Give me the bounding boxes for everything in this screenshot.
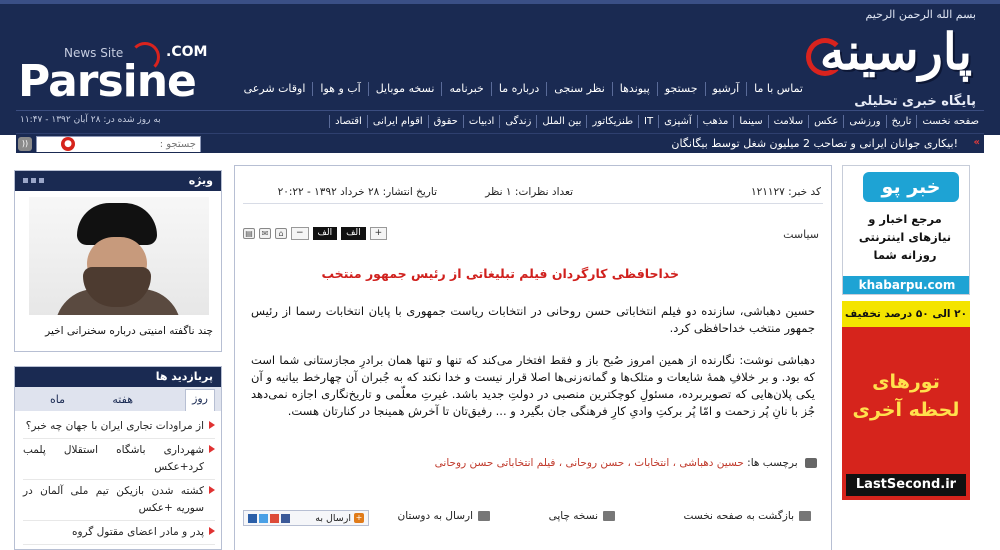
nav-prayer-times[interactable]: اوقات شرعی [243, 82, 306, 95]
featured-photo[interactable] [29, 197, 209, 315]
rss-icon[interactable]: )) [18, 137, 32, 151]
featured-title: ویژه [188, 174, 213, 187]
featured-box [14, 170, 222, 352]
cat-health[interactable]: سلامت [768, 115, 809, 128]
bullet-icon [209, 527, 215, 535]
list-item-text: از مراودات تجاری ایران با جهان چه خبر؟ [25, 420, 204, 432]
cat-law[interactable]: حقوق [428, 115, 463, 128]
category-nav [16, 110, 984, 132]
ad1-line3: روزانه شما [873, 248, 937, 262]
ad2-discount: ۲۰ الی ۵۰ درصد تخفیف [842, 301, 970, 327]
popular-title: پربازدید ها [155, 370, 213, 383]
twitter-icon[interactable] [259, 514, 268, 523]
nav-contact[interactable]: تماس با ما [746, 82, 810, 96]
popular-list [15, 411, 221, 545]
header [0, 0, 1000, 135]
article-lead: حسین دهباشی، سازنده دو فیلم انتخاباتی حسن روحانی در انتخابات ریاست جمهوری با پایان انتخابات رسما از رئیس جمهور منتخب خداحافظی کرد. [251, 304, 815, 335]
list-item-text: کشته شدن بازیکن تیم ملی آلمان در سوریه +عکس [23, 485, 204, 514]
cat-economy[interactable]: اقتصاد [329, 115, 367, 128]
publish-date: تاریخ انتشار: ۲۸ خرداد ۱۳۹۲ - ۲۰:۲۲ [277, 186, 437, 198]
list-item[interactable] [23, 480, 215, 521]
social-icons [248, 514, 290, 523]
tab-month[interactable]: ماه [49, 393, 65, 406]
cat-ethnic-groups[interactable]: اقوام ایرانی [367, 115, 428, 128]
cat-history[interactable]: تاریخ [886, 115, 917, 128]
list-item-text: پدر و مادر اعضای مقتول گروه [71, 526, 204, 538]
featured-caption[interactable]: چند ناگفته امنیتی درباره سخنرانی اخیر [45, 325, 213, 337]
ticker-headline[interactable]: بیکاری جوانان ایرانی و تصاحب 2 میلیون شغل توسط بیگانگان! [671, 137, 958, 150]
article-section[interactable]: سیاست [783, 228, 819, 241]
cat-photo[interactable]: عکس [808, 115, 843, 128]
ticker-arrows-icon: « [973, 137, 980, 148]
main-nav [237, 78, 810, 100]
bullet-icon [209, 421, 215, 429]
ad2-line1: تورهای [872, 371, 940, 393]
cat-satire[interactable]: طنزیکاتور [586, 115, 638, 128]
list-item[interactable] [23, 439, 215, 480]
site-logo-fa[interactable] [804, 8, 982, 108]
nav-mobile[interactable]: نسخه موبایل [368, 82, 442, 96]
bullet-icon [209, 486, 215, 494]
email-icon[interactable]: ✉ [259, 228, 271, 239]
delicious-icon[interactable] [248, 514, 257, 523]
article-footer [241, 502, 825, 530]
ad1-domain: khabarpu.com [843, 276, 970, 294]
logo-news-site: News Site [64, 46, 124, 60]
print-label: نسخه چاپی [548, 510, 598, 522]
list-item[interactable] [23, 415, 215, 439]
cat-international[interactable]: بین الملل [536, 115, 586, 128]
envelope-icon [478, 511, 490, 521]
tab-week[interactable]: هفته [112, 393, 133, 406]
cat-religion[interactable]: مذهب [697, 115, 734, 128]
popular-header [15, 367, 221, 387]
nav-weather[interactable]: آب و هوا [312, 82, 367, 96]
cat-sports[interactable]: ورزشی [843, 115, 885, 128]
back-home-link[interactable] [684, 510, 811, 522]
ad2-line2: لحظه آخری [852, 399, 960, 421]
article-tags [435, 457, 817, 469]
last-updated: به روز شده در: ۲۸ آبان ۱۳۹۲ - ۱۱:۴۷ [20, 115, 161, 125]
facebook-icon[interactable] [281, 514, 290, 523]
news-code: کد خبر: ۱۲۱۱۲۷ [750, 186, 821, 198]
nav-search[interactable]: جستجو [657, 82, 705, 96]
tags-list[interactable]: حسین دهباشی ، انتخابات ، حسن روحانی ، فیلم انتخاباتی حسن روحانی [434, 457, 744, 469]
nav-poll[interactable]: نظر سنجی [546, 82, 611, 96]
tags-label: برچسب ها: [747, 457, 798, 469]
ad1-line2: نیازهای اینترنتی [858, 230, 952, 244]
featured-header [15, 171, 221, 191]
cat-cooking[interactable]: آشپزی [658, 115, 697, 128]
tag-icon [805, 458, 817, 468]
article-tools [243, 226, 387, 240]
cat-life[interactable]: زندگی [499, 115, 536, 128]
share-label: ارسال به [315, 513, 351, 524]
bookmark-icon[interactable]: ⌂ [275, 228, 287, 239]
back-home-label: بازگشت به صفحه نخست [683, 510, 794, 522]
cat-cinema[interactable]: سینما [733, 115, 767, 128]
logo-fa-text: پارسینه [819, 22, 972, 81]
list-item[interactable] [23, 521, 215, 545]
ad2-brand: LastSecond.ir [846, 474, 966, 496]
search-icon[interactable]: ● [61, 137, 75, 151]
article [234, 165, 832, 550]
font-decrease-button[interactable]: − [291, 227, 309, 240]
popular-box [14, 366, 222, 550]
site-tagline: پایگاه خبری تحلیلی [854, 94, 976, 109]
home-icon [799, 511, 811, 521]
bullet-icon [209, 445, 215, 453]
logo-dotcom: .COM [166, 44, 208, 60]
plus-icon: + [355, 513, 363, 522]
ad-lastsecond[interactable] [842, 301, 970, 500]
logo-en-text: Parsine [18, 56, 196, 107]
font-small-button[interactable]: الف [341, 227, 366, 240]
dots-icon [23, 178, 44, 183]
nav-about[interactable]: درباره ما [491, 82, 546, 96]
print-icon[interactable]: ▤ [243, 228, 255, 239]
comment-count: تعداد نظرات: ۱ نظر [485, 186, 573, 198]
printer-icon [603, 511, 615, 521]
nav-links[interactable]: پیوندها [612, 82, 657, 96]
ad1-line1: مرجع اخبار و [868, 212, 942, 226]
share-widget[interactable] [243, 510, 369, 526]
font-increase-button[interactable]: + [370, 227, 388, 240]
google-icon[interactable] [270, 514, 279, 523]
print-link[interactable] [549, 510, 615, 522]
font-large-button[interactable]: الف [313, 227, 338, 240]
ad1-brand: خبر پو [863, 172, 959, 202]
list-item-text: شهرداری باشگاه استقلال پلمب کرد+عکس [23, 444, 204, 473]
send-friends-link[interactable] [398, 510, 490, 522]
news-ticker [16, 133, 984, 153]
basmala-text: بسم الله الرحمن الرحیم [865, 8, 976, 21]
article-body: دهباشی نوشت: نگارنده از همین امروز صُبح باز و فقط افتخار می‌کند که تنها و تنها همان برادرِ مجازستانی شما است که بود. و بر خلافِ همهٔ شایعات و متلک‌ها و گمانه‌زنی‌ها اصلا قرار نیست و خدا نکند که به جُبران آن چهارخط بیانیه و آن یکی پلان‌هایی که تصویربرده، مسئولِ کوچکترین منصبی در دولتِ جدید باشد. غیرتِ معلّمی و تاریخ‌نگاری اجازه نمی‌دهد جُز با نانِ پُر زحمت و امّا پُر برکتِ وادیِ کارِ فرهنگی جان بگیرد و ... رفیق‌تان تا آخرش همینجا در کنارتان هست. [251, 353, 815, 418]
send-label: ارسال به دوستان [397, 510, 473, 522]
header-top-line [0, 0, 1000, 4]
cat-literature[interactable]: ادبیات [463, 115, 500, 128]
tab-day[interactable]: روز [185, 389, 215, 411]
site-logo-en[interactable] [18, 42, 218, 107]
article-meta [243, 184, 823, 204]
cat-it[interactable]: IT [638, 115, 658, 128]
cat-home[interactable]: صفحه نخست [916, 115, 984, 128]
popular-tabs [15, 387, 221, 411]
nav-archive[interactable]: آرشیو [705, 82, 747, 96]
ad-khabarpu[interactable] [842, 165, 970, 295]
nav-newsletter[interactable]: خبرنامه [441, 82, 490, 96]
article-headline: خداحافظی کارگردان فیلم تبلیغاتی از رئیس جمهور منتخب [321, 266, 679, 281]
